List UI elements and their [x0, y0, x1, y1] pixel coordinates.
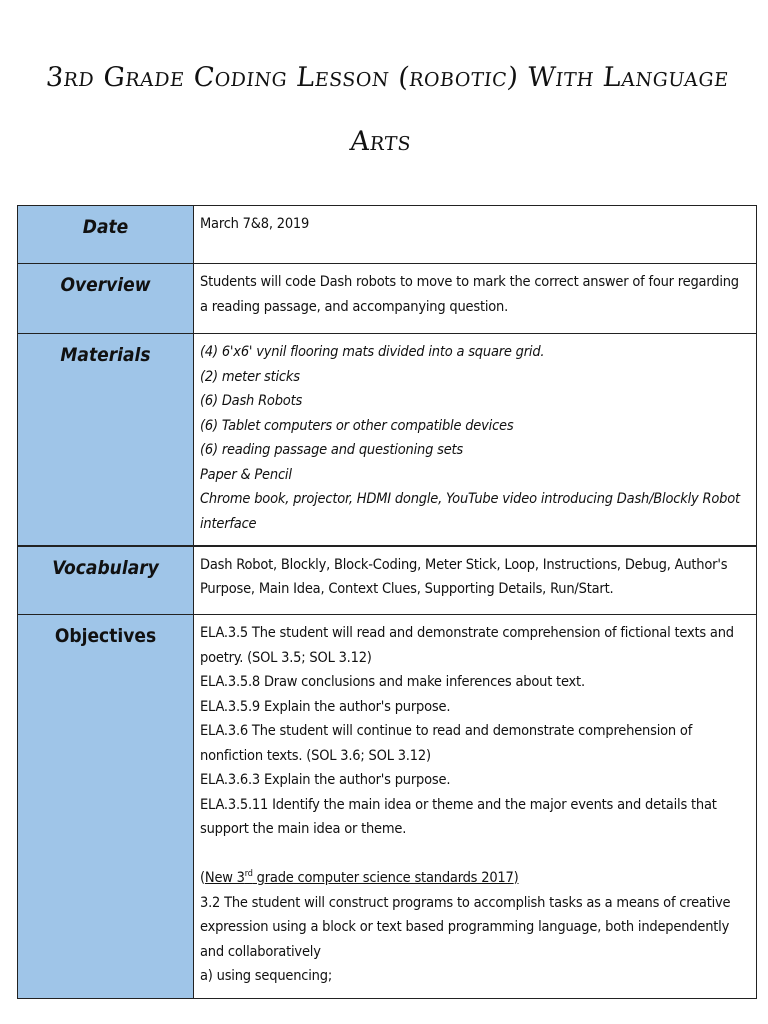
table-row-objectives	[18, 615, 757, 999]
cs-heading-sup: rd	[244, 869, 253, 880]
materials-item: (2) meter sticks	[200, 368, 300, 385]
vocabulary-value: Dash Robot, Blockly, Block-Coding, Meter Stick, Loop, Instructions, Debug, Author's Purpose, Main Idea, Context Clues, Supporting Details, Run/Start.	[194, 546, 757, 615]
date-label: Date	[18, 206, 194, 264]
materials-item: (6) Dash Robots	[200, 393, 303, 409]
cs-heading-post: grade computer science standards 2017	[252, 870, 514, 886]
materials-item: (4) 6'x6' vynil flooring mats divided into a square grid.	[200, 344, 545, 360]
materials-item: (6) Tablet computers or other compatible devices	[200, 417, 514, 434]
objective-line: ELA.3.6.3 Explain the author's purpose.	[200, 772, 451, 788]
overview-label: Overview	[18, 264, 194, 334]
cs-standard-line: 3.2 The student will construct programs to accomplish tasks as a means of creative expression using a block or text based programming language, both independently and collaboratively	[200, 894, 731, 960]
spacer	[200, 842, 750, 867]
materials-list	[194, 334, 757, 546]
table-row-overview	[18, 264, 757, 334]
lesson-title: 3rd Grade Coding Lesson (robotic) With Language Arts	[44, 62, 731, 157]
date-value: March 7&8, 2019	[194, 206, 757, 264]
table-row-vocabulary	[18, 546, 757, 615]
objective-line: ELA.3.5.8 Draw conclusions and make inferences about text.	[200, 674, 585, 690]
objectives-label: Objectives	[18, 615, 194, 999]
objective-line: ELA.3.5 The student will read and demonstrate comprehension of fictional texts and poetry. (SOL 3.5; SOL 3.12)	[200, 625, 734, 666]
cs-standard-line: a) using sequencing;	[200, 968, 333, 984]
cs-heading-underlined	[205, 870, 519, 886]
cs-standards-heading	[200, 866, 750, 891]
materials-item: (6) reading passage and questioning sets	[200, 442, 464, 458]
materials-item: Chrome book, projector, HDMI dongle, YouTube video introducing Dash/Blockly Robot interface	[200, 491, 740, 532]
cs-heading-close-paren: )	[513, 870, 519, 886]
cs-heading-open-paren: (	[200, 870, 205, 886]
overview-value: Students will code Dash robots to move to mark the correct answer of four regarding a reading passage, and accompanying question.	[194, 264, 757, 334]
vocabulary-label: Vocabulary	[18, 546, 194, 615]
objective-line: ELA.3.5.11 Identify the main idea or theme and the major events and details that support the main idea or theme.	[200, 796, 717, 837]
materials-label: Materials	[18, 334, 194, 546]
table-row-date	[18, 206, 757, 264]
materials-item: Paper & Pencil	[200, 466, 292, 483]
cs-heading-pre: New 3	[204, 870, 245, 886]
objectives-list	[194, 615, 757, 999]
lesson-plan-table	[17, 205, 757, 999]
objective-line: ELA.3.5.9 Explain the author's purpose.	[200, 698, 451, 715]
objective-line: ELA.3.6 The student will continue to read and demonstrate comprehension of nonfiction texts. (SOL 3.6; SOL 3.12)	[200, 723, 693, 764]
table-row-materials	[18, 334, 757, 546]
